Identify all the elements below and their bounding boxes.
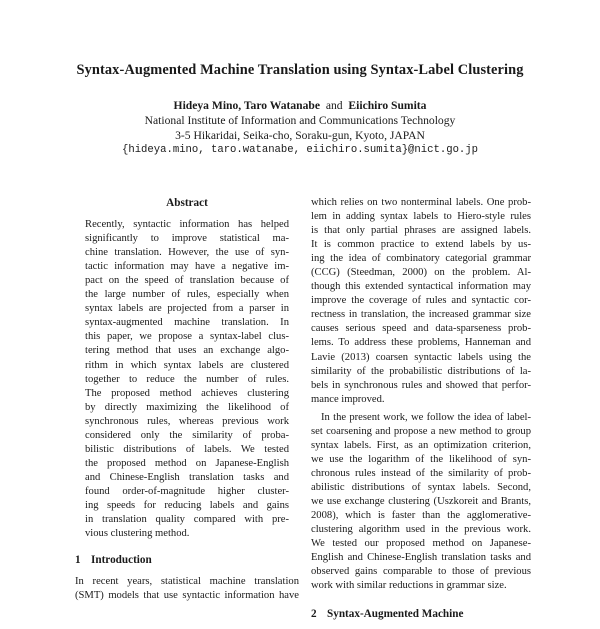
text-line: syntax labels. First, as an optimization criterion, [311, 439, 531, 451]
section-1-body [75, 575, 299, 603]
text-line: the large number of rules, especially when [85, 289, 289, 301]
section-1-number: 1 [75, 554, 81, 567]
text-line: this paper, we propose a syntax-label clus- [85, 331, 289, 343]
section-2-heading [311, 607, 531, 621]
text-line: chine translation. However, the use of syn- [85, 247, 289, 259]
text-line: syntax labels are projected from a parser in [85, 303, 289, 315]
text-line: is that only partial phrases are assigned labels. [311, 225, 531, 237]
text-line: work with similar reductions in grammar size. [311, 580, 507, 592]
paper-title: Syntax-Augmented Machine Translation using Syntax-Label Clustering [76, 62, 524, 78]
section-1-title: Introduction [91, 554, 152, 567]
author-block [0, 98, 600, 158]
text-line: Lavie (2013) coarsen syntactic labels using the [311, 351, 531, 363]
author-names-last: Eiichiro Sumita [348, 99, 427, 112]
author-email: {hideya.mino, taro.watanabe, eiichiro.sumita}@nict.go.jp [121, 144, 478, 156]
text-line: bels in synchronous rules and showed that perfor- [311, 379, 531, 391]
text-line: the proposed method on Japanese-English [85, 457, 289, 469]
author-affiliation: National Institute of Information and Communications Technology [144, 114, 456, 127]
text-line: considered only the similarity of proba- [85, 429, 289, 441]
left-column [75, 196, 299, 603]
right-paragraph-1 [311, 196, 531, 407]
text-line: rectness in translation, the increased grammar size [311, 309, 531, 321]
text-line: improve the coverage of rules and syntactic cor- [311, 295, 531, 307]
text-line: (SMT) models that use syntactic information have [75, 590, 299, 602]
text-line: The proposed method achieves clustering [85, 387, 289, 399]
text-line: vious clustering method. [85, 528, 190, 540]
text-line: It is common practice to extend labels by us- [311, 239, 531, 251]
author-address: 3-5 Hikaridai, Seika-cho, Soraku-gun, Kyoto, JAPAN [175, 129, 425, 142]
abstract-heading: Abstract [166, 197, 208, 209]
right-column [311, 196, 531, 629]
text-line: (CCG) (Steedman, 2000) on the problem. Al- [311, 267, 531, 279]
text-line: causes serious speed and data-sparseness prob- [311, 323, 531, 335]
text-line: observed gains comparable to those of previous [311, 566, 531, 578]
right-paragraph-2 [311, 411, 531, 594]
abstract-body [75, 218, 299, 541]
section-1-heading [75, 553, 299, 567]
text-line: tactic information may have a negative im- [85, 261, 289, 273]
text-line: English and Chinese-English translation tasks and [311, 552, 531, 564]
text-line: In recent years, statistical machine translation [75, 576, 299, 588]
text-line: set coarsening and propose a new method to group [311, 425, 531, 437]
text-line: ing speeds for reducing labels and gains [85, 499, 289, 511]
text-line: similarity of the probabilistic distributions of la- [311, 365, 531, 377]
text-line: and Chinese-English translation tasks and [85, 471, 289, 483]
text-line: synchronous rules, whereas previous work [85, 415, 289, 427]
section-2-number: 2 [311, 608, 317, 621]
text-line: lems. To address these problems, Hanneman and [311, 337, 531, 349]
author-names [0, 98, 600, 113]
text-line: mance improved. [311, 393, 385, 405]
text-line: lem in adding syntax labels to Hiero-style rules [311, 211, 531, 223]
text-line: ing the idea of combinatory categorial grammar [311, 253, 531, 265]
text-line: found order-of-magnitude higher cluster- [85, 485, 289, 497]
text-line: tering method that uses an exchange algo- [85, 345, 289, 357]
section-2-title: Syntax-Augmented Machine [327, 608, 464, 621]
author-names-first: Hideya Mino, Taro Watanabe [173, 99, 321, 112]
text-line: rithm in which syntax labels are clustered [85, 359, 289, 371]
text-line: 2008), which is faster than the agglomerative- [311, 510, 531, 522]
text-line: In the present work, we follow the idea of label- [321, 411, 531, 423]
text-line: clustering algorithm used in the previous work. [311, 524, 531, 536]
text-line: though this extended syntactical information may [311, 281, 531, 293]
text-line: together to reduce the number of rules. [85, 373, 289, 385]
text-line: significantly to improve statistical ma- [85, 233, 289, 245]
text-line: syntax-augmented machine translation. In [85, 317, 289, 329]
text-line: Recently, syntactic information has helped [85, 219, 289, 231]
text-line: We tested our proposed method on Japanese- [311, 538, 531, 550]
text-line: by directly maximizing the likelihood of [85, 401, 289, 413]
text-line: we use exchange clustering (Uszkoreit and Brants, [311, 495, 531, 507]
text-line: we use the logarithm of the likelihood of syn- [311, 453, 531, 465]
text-line: abilistic distributions of syntax labels. Second, [311, 481, 531, 493]
text-line: bilistic distributions of labels. We tested [85, 443, 289, 455]
text-line: which relies on two nonterminal labels. One prob- [311, 197, 531, 208]
text-line: in translation quality compared with pre- [85, 514, 289, 526]
text-line: chronous rules instead of the similarity of prob- [311, 467, 531, 479]
author-and: and [325, 99, 343, 112]
text-line: pact on the speed of translation because of [85, 275, 289, 287]
